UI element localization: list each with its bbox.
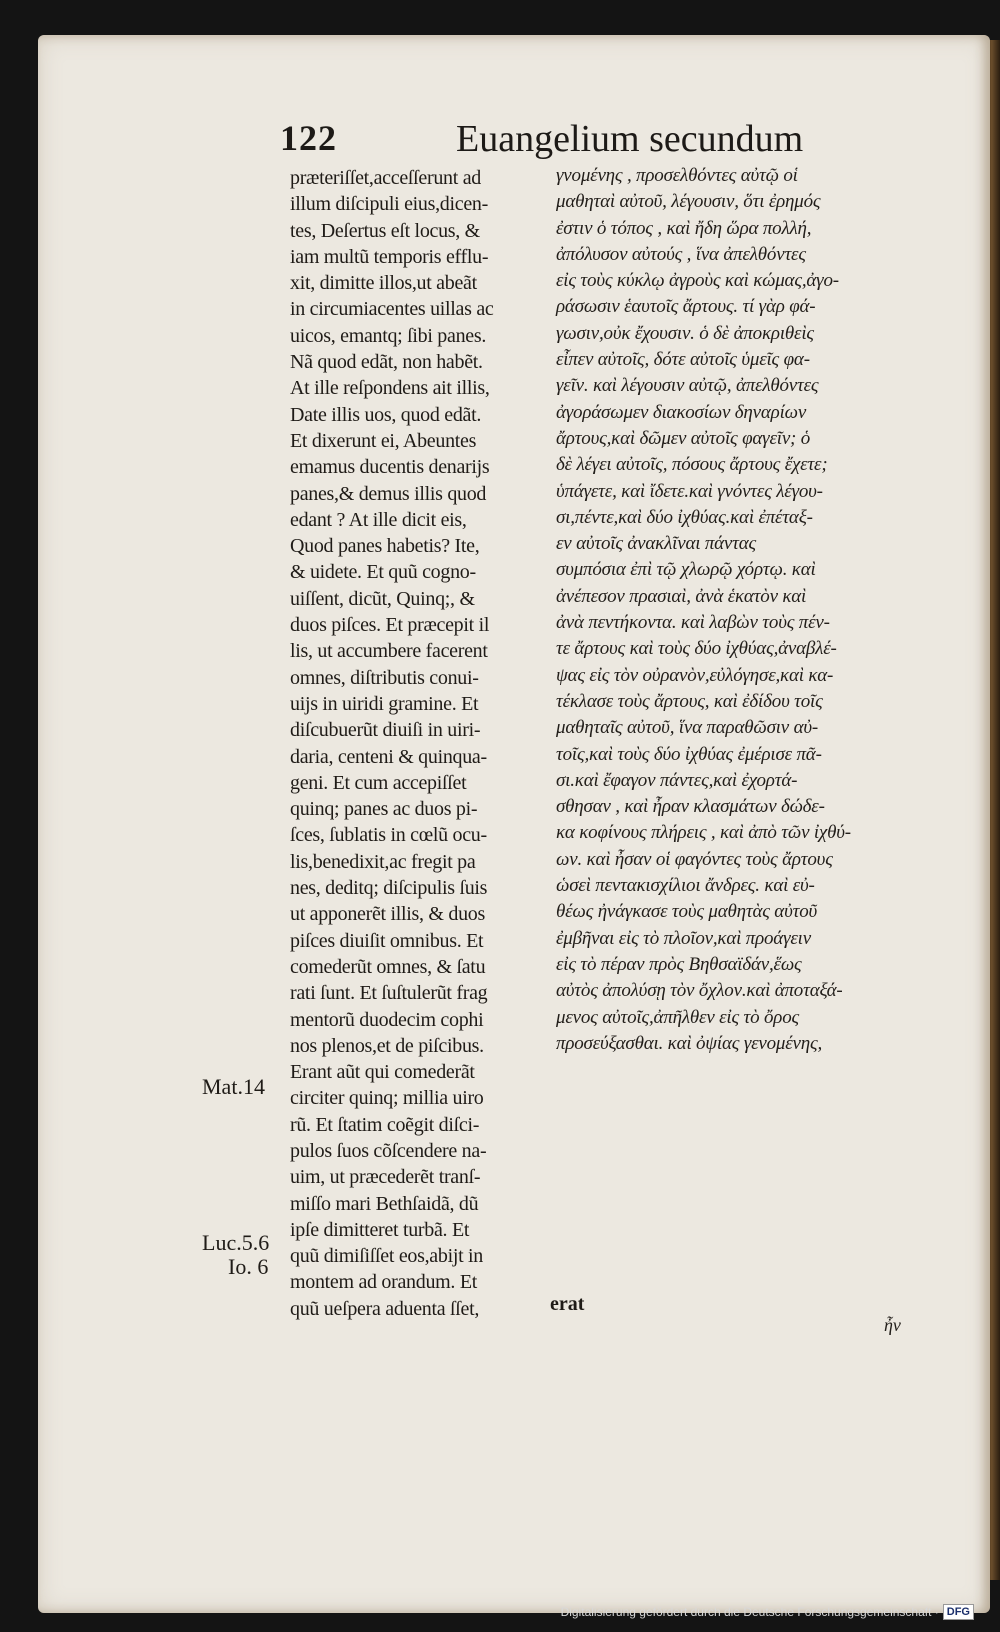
greek-text-line: γωσιν,οὐκ ἔχουσιν. ὁ δὲ ἀποκριθεὶς: [556, 322, 814, 344]
greek-text-line: σι,πέντε,καὶ δύο ἰχθύας.καὶ ἐπέταξ-: [556, 506, 813, 528]
latin-text-line: uicos, emantq; ſibi panes.: [290, 324, 487, 347]
latin-text-line: piſces diuiſit omnibus. Et: [290, 929, 484, 952]
latin-text-line: & uidete. Et quũ cogno-: [290, 561, 476, 584]
latin-text-line: lis, ut accumbere facerent: [290, 640, 488, 663]
greek-text-line: ἐστιν ὁ τόπος , καὶ ἤδη ὥρα πολλή,: [556, 217, 812, 239]
latin-text-line: edant ? At ille dicit eis,: [290, 508, 467, 531]
latin-text-line: rũ. Et ſtatim coẽgit diſci-: [290, 1113, 480, 1136]
dfg-logo: DFG: [943, 1604, 974, 1620]
greek-text-line: κα κοφίνους πλήρεις , καὶ ἀπὸ τῶν ἰχθύ-: [556, 822, 851, 844]
latin-text-line: montem ad orandum. Et: [290, 1271, 477, 1294]
latin-text-line: rati ſunt. Et ſuſtulerũt frag: [290, 982, 488, 1005]
digitization-footer: [561, 1602, 974, 1622]
greek-text-line: γνομένης , προσελθόντες αὐτῷ οἱ: [556, 165, 798, 186]
greek-text-line: ψας εἰς τὸν οὐρανὸν,εὐλόγησε,καὶ κα-: [556, 664, 834, 686]
greek-text-line: μαθηταὶ αὐτοῦ, λέγουσιν, ὅτι ἐρημός: [556, 191, 821, 213]
greek-text-line: θέως ἠνάγκασε τοὺς μαθητὰς αὐτοῦ: [556, 901, 818, 923]
page-header: [38, 117, 990, 167]
greek-text-line: μαθηταῖς αὐτοῦ, ἵνα παραθῶσιν αὐ-: [556, 717, 819, 739]
greek-text-line: τοῖς,καὶ τοὺς δύο ἰχθύας ἐμέρισε πᾶ-: [556, 743, 822, 765]
latin-text-line: quinq; panes ac duos pi-: [290, 798, 478, 821]
greek-text-line: ἀνὰ πεντήκοντα. καὶ λαβὼν τοὺς πέν-: [556, 612, 830, 634]
greek-text-line: ἐμβῆναι εἰς τὸ πλοῖον,καὶ προάγειν: [556, 927, 811, 949]
greek-text-line: σι.καὶ ἔφαγον πάντες,καὶ ἐχορτά-: [556, 769, 798, 791]
greek-catchword: ἦν: [884, 1315, 901, 1335]
latin-text-line: iam multũ temporis efflu-: [290, 245, 489, 268]
latin-text-line: xit, dimitte illos,ut abeãt: [290, 272, 477, 295]
greek-text-line: ράσωσιν ἑαυτοῖς ἄρτους. τί γὰρ φά-: [556, 296, 816, 318]
greek-text-line: σθησαν , καὶ ἦραν κλασμάτων δώδε-: [556, 796, 825, 818]
greek-text-line: ἀνέπεσον πρασιαὶ, ἀνὰ ἑκατὸν καὶ: [556, 585, 807, 607]
latin-text-line: Date illis uos, quod edãt.: [290, 403, 482, 426]
margin-note-mat: Mat.14: [202, 1074, 265, 1099]
latin-text-line: circiter quinq; millia uiro: [290, 1087, 484, 1110]
greek-text-column: [556, 163, 976, 1057]
greek-text-line: εἶπεν αὐτοῖς, δότε αὐτοῖς ὑμεῖς φα-: [556, 349, 810, 371]
greek-text-line: γεῖν. καὶ λέγουσιν αὐτῷ, ἀπελθόντες: [556, 375, 819, 397]
greek-text-line: εν αὐτοῖς ἀνακλῖναι πάντας: [556, 533, 757, 555]
latin-text-line: pulos ſuos cõſcendere na-: [290, 1139, 487, 1162]
greek-text-line: ἀγοράσωμεν διακοσίων δηναρίων: [556, 401, 807, 423]
latin-text-line: duos piſces. Et præcepit il: [290, 614, 490, 637]
latin-text-line: illum diſcipuli eius,dicen-: [290, 193, 488, 216]
latin-text-line: diſcubuerũt diuiſi in uiri-: [290, 719, 481, 742]
book-page: [38, 35, 990, 1613]
latin-text-line: ſces, ſublatis in cœlũ ocu-: [290, 824, 487, 847]
latin-text-line: comederũt omnes, & ſatu: [290, 955, 486, 978]
greek-text-line: τέκλασε τοὺς ἄρτους, καὶ ἐδίδου τοῖς: [556, 690, 823, 712]
latin-text-line: quũ ueſpera aduenta ſſet,: [290, 1297, 480, 1320]
latin-text-line: Et dixerunt ei, Abeuntes: [290, 429, 477, 452]
latin-text-line: daria, centeni & quinqua-: [290, 745, 487, 768]
greek-text-line: δὲ λέγει αὐτοῖς, πόσους ἄρτους ἔχετε;: [556, 454, 828, 476]
greek-text-line: ἄρτους,καὶ δῶμεν αὐτοῖς φαγεῖν; ὁ: [556, 427, 811, 449]
margin-note-io: Io. 6: [228, 1254, 269, 1279]
latin-text-line: miſſo mari Bethſaidã, dũ: [290, 1192, 479, 1215]
latin-text-line: præteriſſet,acceſſerunt ad: [290, 167, 481, 189]
greek-text-line: προσεύξασθαι. καὶ ὀψίας γενομένης,: [556, 1032, 823, 1054]
latin-text-line: nos plenos,et de piſcibus.: [290, 1034, 484, 1057]
latin-text-line: Quod panes habetis? Ite,: [290, 535, 480, 558]
latin-text-line: mentorũ duodecim cophi: [290, 1008, 484, 1031]
latin-text-line: ut apponerẽt illis, & duos: [290, 903, 485, 926]
greek-text-line: μενος αὐτοῖς,ἀπῆλθεν εἰς τὸ ὄρος: [556, 1006, 800, 1028]
latin-text-line: quũ dimiſiſſet eos,abijt in: [290, 1245, 483, 1268]
latin-text-line: ipſe dimitteret turbã. Et: [290, 1218, 470, 1241]
greek-text-line: εἰς τοὺς κύκλῳ ἀγροὺς καὶ κώμας,ἀγο-: [556, 270, 839, 292]
latin-text-line: uijs in uiridi gramine. Et: [290, 692, 479, 715]
latin-text-line: Nã quod edãt, non habẽt.: [290, 351, 483, 374]
latin-text-line: uiſſent, dicũt, Quinq;, &: [290, 587, 475, 610]
latin-text-line: emamus ducentis denarijs: [290, 456, 490, 479]
greek-text-line: εἰς τὸ πέραν πρὸς Βηθσαϊδάν,ἕως: [556, 953, 802, 975]
greek-text-line: ἀπόλυσον αὐτούς , ἵνα ἀπελθόντες: [556, 243, 806, 265]
page-number: 122: [280, 118, 337, 158]
latin-text-line: in circumiacentes uillas ac: [290, 298, 494, 321]
latin-text-line: Erant aũt qui comederãt: [290, 1061, 475, 1084]
latin-text-line: panes,& demus illis quod: [290, 482, 487, 505]
greek-text-line: ὡσεὶ πεντακισχίλιοι ἄνδρες. καὶ εὐ-: [556, 875, 815, 897]
latin-text-line: tes, Deſertus eſt locus, &: [290, 219, 480, 242]
greek-text-line: συμπόσια ἐπὶ τῷ χλωρῷ χόρτῳ. καὶ: [556, 559, 816, 581]
greek-text-line: αὐτὸς ἀπολύσῃ τὸν ὄχλον.καὶ ἀποταξά-: [556, 980, 843, 1002]
latin-catchword: erat: [550, 1293, 585, 1315]
latin-text-line: geni. Et cum accepiſſet: [290, 771, 467, 794]
greek-text-line: ων. καὶ ἦσαν οἱ φαγόντες τοὺς ἄρτους: [556, 848, 833, 870]
greek-text-line: τε ἄρτους καὶ τοὺς δύο ἰχθύας,ἀναβλέ-: [556, 638, 837, 660]
latin-text-line: nes, deditq; diſcipulis ſuis: [290, 877, 488, 900]
running-head: Euangelium secundum: [456, 118, 804, 160]
latin-text-line: At ille reſpondens ait illis,: [290, 377, 490, 400]
latin-text-line: omnes, diſtributis conui-: [290, 666, 479, 689]
latin-text-line: uim, ut præcederẽt tranſ-: [290, 1166, 481, 1189]
greek-text-line: ὑπάγετε, καὶ ἴδετε.καὶ γνόντες λέγου-: [556, 480, 823, 502]
latin-text-column: [290, 165, 580, 1322]
footer-credit: Digitalisierung gefördert durch die Deutsche Forschungsgemeinschaft ·: [560, 1605, 939, 1619]
margin-note-luc: Luc.5.6: [202, 1230, 270, 1255]
latin-text-line: lis,benedixit,ac fregit pa: [290, 850, 476, 873]
